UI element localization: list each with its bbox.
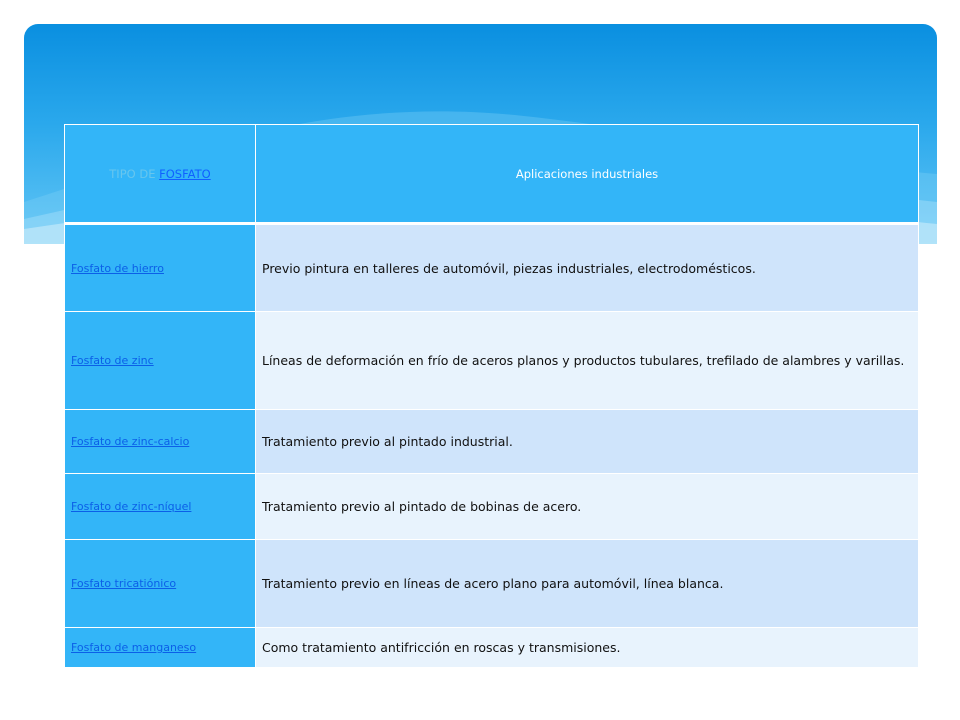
application-text: Como tratamiento antifricción en roscas y transmisiones. — [256, 628, 919, 668]
application-text: Previo pintura en talleres de automóvil, piezas industriales, electrodomésticos. — [256, 224, 919, 312]
fosfato-link[interactable]: FOSFATO — [159, 166, 211, 181]
phosphate-type-link[interactable]: Fosfato de manganeso — [65, 628, 256, 668]
table-row — [65, 540, 919, 628]
application-text: Tratamiento previo en líneas de acero plano para automóvil, línea blanca. — [256, 540, 919, 628]
header-tipo-prefix: TIPO DE — [109, 166, 160, 181]
table-row — [65, 224, 919, 312]
application-text: Líneas de deformación en frío de aceros planos y productos tubulares, trefilado de alambres y varillas. — [256, 312, 919, 410]
header-aplicaciones: Aplicaciones industriales — [256, 125, 919, 224]
phosphate-table-container — [64, 124, 918, 668]
application-text: Tratamiento previo al pintado de bobinas de acero. — [256, 474, 919, 540]
phosphate-table — [64, 124, 919, 668]
table-header-row — [65, 125, 919, 224]
table-row — [65, 410, 919, 474]
header-tipo-de-fosfato — [65, 125, 256, 224]
table-row — [65, 312, 919, 410]
phosphate-type-link[interactable]: Fosfato de hierro — [65, 224, 256, 312]
phosphate-type-link[interactable]: Fosfato de zinc-níquel — [65, 474, 256, 540]
table-row — [65, 474, 919, 540]
phosphate-type-link[interactable]: Fosfato tricatiónico — [65, 540, 256, 628]
phosphate-type-link[interactable]: Fosfato de zinc-calcio — [65, 410, 256, 474]
application-text: Tratamiento previo al pintado industrial. — [256, 410, 919, 474]
table-row — [65, 628, 919, 668]
phosphate-type-link[interactable]: Fosfato de zinc — [65, 312, 256, 410]
